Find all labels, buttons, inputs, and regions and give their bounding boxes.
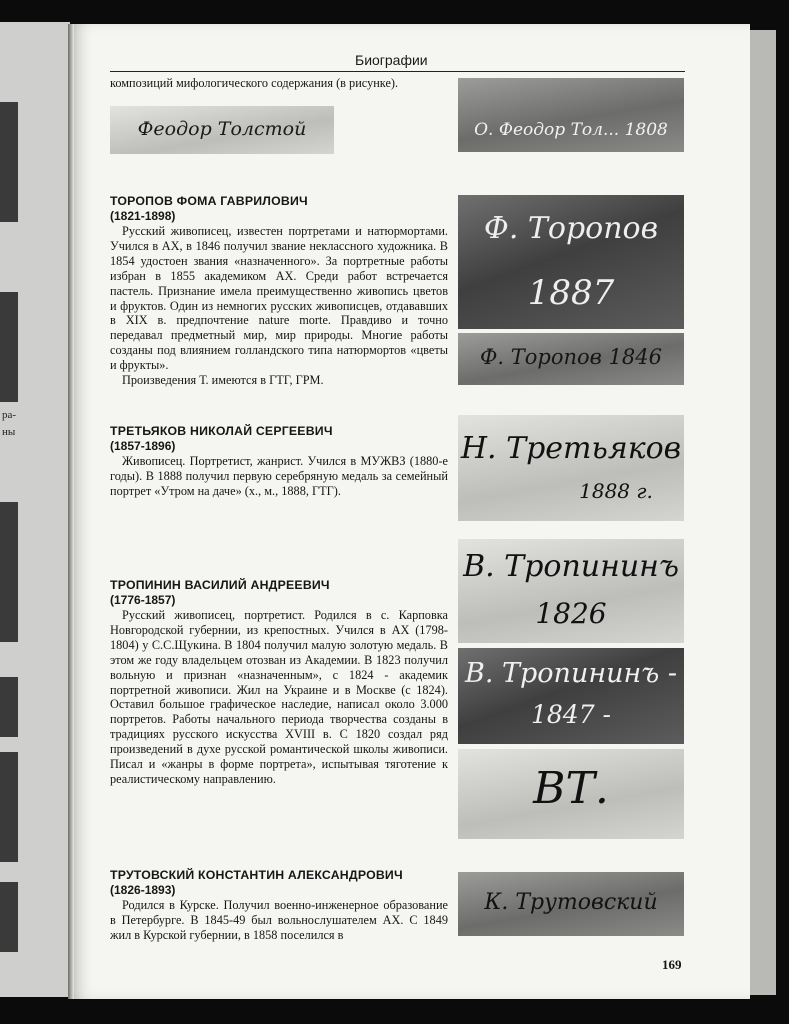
entry-name: ТРУТОВСКИЙ КОНСТАНТИН АЛЕКСАНДРОВИЧ	[110, 868, 403, 882]
left-page-text-fragment: ра-	[2, 409, 17, 421]
signature-image-tropinin-1847	[458, 648, 684, 744]
signature-image-monogram	[458, 749, 684, 839]
entry-paragraph: Произведения Т. имеются в ГТГ, ГРМ.	[122, 373, 324, 388]
entry-name: ТОРОПОВ ФОМА ГАВРИЛОВИЧ	[110, 194, 308, 208]
left-page-image-strip	[0, 502, 18, 642]
left-page-text-fragment: ны	[2, 426, 16, 438]
entry-paragraph: Родился в Курске. Получил военно-инженерное образование в Петербурге. В 1845-49 был вольнослушателем АХ. С 1849 жил в Курской губернии, в 1858 поселился в	[110, 898, 448, 942]
left-page-image-strip	[0, 292, 18, 402]
entry-years: (1776-1857)	[110, 593, 176, 607]
signature-image-tretyakov	[458, 415, 684, 521]
left-page-image-strip	[0, 882, 18, 952]
page-spine	[68, 24, 74, 999]
signature-text: Феодор Толстой	[137, 118, 307, 140]
entry-years: (1857-1896)	[110, 439, 176, 453]
entry-paragraph: Русский живописец, известен портретами и натюрмортами. Учился в АХ, в 1846 получил звание неклассного художника. В 1854 удостоен звания «назначенного». За портретные работы избран в 1855 академиком АХ. Среди работ встречается пастель. Признание имела преимущественно живопись цветов и фруктов. Один из немногих русских живописцев, отдававших в XIX в. предпочтение nature morte. Правдиво и точно передавал предметный мир, мир природы. Многие работы созданы под влиянием голландского типа натюрмортов «цветы и фрукты».	[110, 224, 448, 373]
entry-name: ТРЕТЬЯКОВ НИКОЛАЙ СЕРГЕЕВИЧ	[110, 424, 333, 438]
entry-trutovsky	[110, 868, 448, 943]
signature-image-trutovsky	[458, 872, 684, 936]
page-number: 169	[662, 957, 682, 972]
signature-text: О. Феодор Тол... 1808	[474, 120, 668, 140]
signature-text: К. Трутовский	[484, 890, 658, 915]
entry-name: ТРОПИНИН ВАСИЛИЙ АНДРЕЕВИЧ	[110, 578, 330, 592]
entry-toropov	[110, 194, 448, 388]
entry-tretyakov	[110, 424, 448, 499]
signature-image-toropov-1887	[458, 195, 684, 329]
entry-tropinin	[110, 578, 448, 787]
signature-image-tolstoy-2	[458, 78, 684, 152]
signature-text: В. Тропининъ -	[465, 658, 677, 689]
left-page-image-strip	[0, 752, 18, 862]
entry-paragraph: Живописец. Портретист, жанрист. Учился в МУЖВЗ (1880-е годы). В 1888 получил первую серебряную медаль за семейный портрет «Утром на даче» (х., м., 1888, ГТГ).	[110, 454, 448, 498]
intro-text: композиций мифологического содержания (в рисунке).	[110, 76, 399, 90]
signature-text: В. Тропининъ	[463, 549, 679, 584]
signature-image-tolstoy	[110, 106, 334, 154]
entry-years: (1821-1898)	[110, 209, 176, 223]
signature-text: 1888 г.	[579, 479, 653, 503]
signature-text: 1826	[535, 597, 607, 630]
intro-line	[110, 76, 448, 91]
signature-text: Н. Третьяков	[460, 431, 682, 466]
header-rule	[110, 71, 685, 72]
signature-text: 1847 -	[530, 700, 612, 729]
signature-text: Ф. Торопов 1846	[479, 345, 663, 369]
signature-text: Ф. Торопов	[483, 211, 659, 246]
entry-paragraph: Русский живописец, портретист. Родился в с. Карповка Новгородской губернии, из крепостных. Учился в АХ (1798-1804) у С.С.Щукина. В 1804 получил малую золотую медаль. В этом же году владельцем отозван из Академии. В 1823 получил вольную и признан «назначенным», с 1824 - академик портретной живописи. Жил на Украине и в Москве (с 1824). Оставил большое графическое наследие, написал около 3.000 портретов. Работы начального периода творчества созданы в традициях русского искусства XVIII в. С 1820 создал ряд произведений в духе русской романтической школы живописи. Писал и «жанры в форме портрета», испытывая тяготение к реалистическому направлению.	[110, 608, 448, 786]
page-edge	[750, 30, 776, 995]
signature-image-tropinin-1826	[458, 539, 684, 643]
signature-text: 1887	[527, 273, 615, 313]
entry-years: (1826-1893)	[110, 883, 176, 897]
left-page-image-strip	[0, 102, 18, 222]
left-page-image-strip	[0, 677, 18, 737]
adjacent-left-page	[0, 22, 70, 997]
signature-image-toropov-1846	[458, 333, 684, 385]
signature-text: ВТ.	[533, 763, 609, 814]
running-head: Биографии	[355, 52, 428, 68]
